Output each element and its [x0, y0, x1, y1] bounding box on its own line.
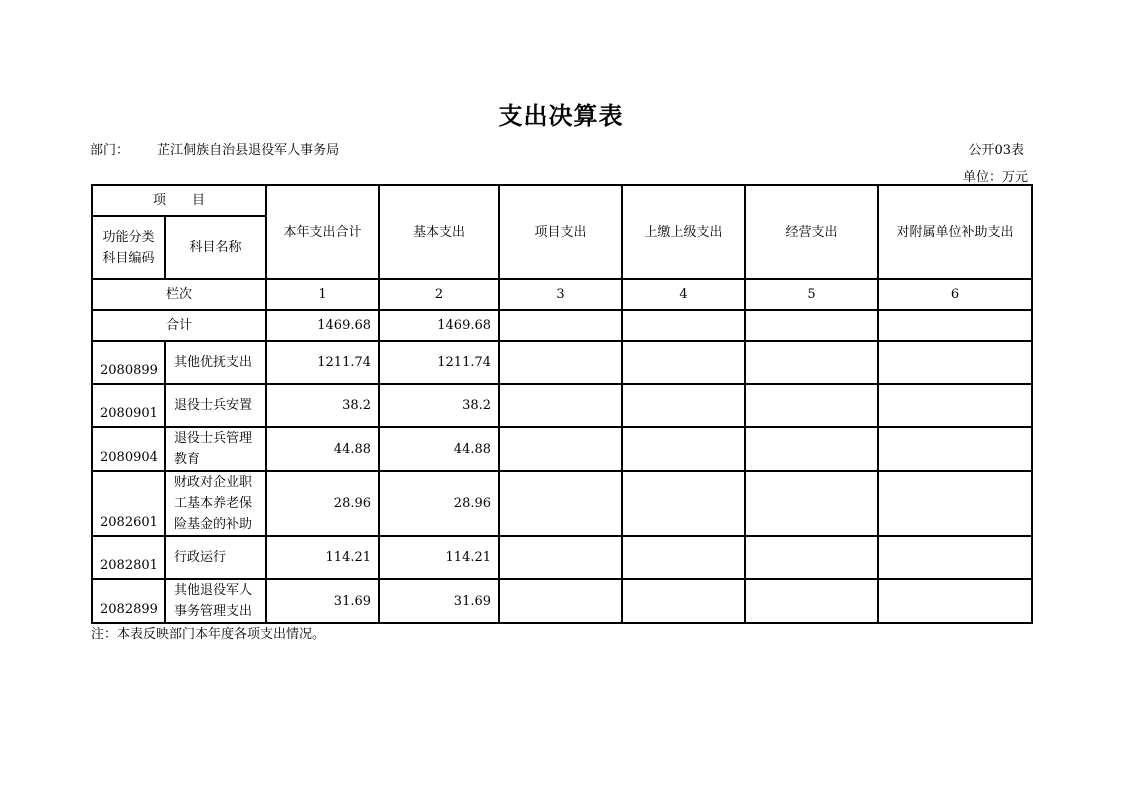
value-cell: 114.21: [379, 536, 499, 579]
value-cell: [622, 536, 745, 579]
value-cell: 1211.74: [266, 341, 379, 384]
total-value: [499, 310, 622, 341]
value-cell: [622, 579, 745, 623]
total-value: [878, 310, 1032, 341]
col-index: 1: [266, 279, 379, 310]
value-cell: [745, 579, 878, 623]
total-row: [92, 310, 1032, 341]
col-index: 3: [499, 279, 622, 310]
value-cell: [878, 579, 1032, 623]
col-index: 5: [745, 279, 878, 310]
value-cell: [878, 427, 1032, 471]
value-cell: [622, 384, 745, 427]
total-value: 1469.68: [379, 310, 499, 341]
report-title: 支出决算表: [498, 102, 624, 130]
table-row: [92, 384, 1032, 427]
header-col-total: 本年支出合计: [266, 185, 379, 279]
form-number: 公开03表: [968, 143, 1024, 158]
table-row: [92, 579, 1032, 623]
table-row: [92, 427, 1032, 471]
col-index: 6: [878, 279, 1032, 310]
col-index: 2: [379, 279, 499, 310]
table-row: [92, 536, 1032, 579]
total-value: 1469.68: [266, 310, 379, 341]
func-code: 2080899: [92, 341, 165, 384]
value-cell: [745, 341, 878, 384]
department-label: 部门：: [90, 143, 130, 158]
header-col-operating: 经营支出: [745, 185, 878, 279]
header-row-1: [92, 185, 1032, 216]
func-code: 2080901: [92, 384, 165, 427]
value-cell: [622, 341, 745, 384]
value-cell: 44.88: [379, 427, 499, 471]
total-value: [745, 310, 878, 341]
value-cell: 28.96: [266, 471, 379, 536]
total-value: [622, 310, 745, 341]
value-cell: [499, 341, 622, 384]
subject-name: 其他退役军人事务管理支出: [165, 579, 266, 623]
func-code: 2082899: [92, 579, 165, 623]
value-cell: 1211.74: [379, 341, 499, 384]
value-cell: 31.69: [379, 579, 499, 623]
value-cell: 44.88: [266, 427, 379, 471]
header-subject-name: 科目名称: [165, 216, 266, 279]
value-cell: [622, 471, 745, 536]
expenditure-table: [91, 184, 1033, 624]
header-col-remit: 上缴上级支出: [622, 185, 745, 279]
subject-name: 财政对企业职工基本养老保险基金的补助: [165, 471, 266, 536]
value-cell: 28.96: [379, 471, 499, 536]
department-line: [90, 139, 339, 158]
subject-name: 退役士兵安置: [165, 384, 266, 427]
value-cell: [499, 427, 622, 471]
func-code: 2082601: [92, 471, 165, 536]
header-col-basic: 基本支出: [379, 185, 499, 279]
value-cell: [878, 341, 1032, 384]
value-cell: 31.69: [266, 579, 379, 623]
subject-name: 行政运行: [165, 536, 266, 579]
header-col-subsidy: 对附属单位补助支出: [878, 185, 1032, 279]
value-cell: [499, 384, 622, 427]
col-index-label: 栏次: [92, 279, 266, 310]
department-name: 芷江侗族自治县退役军人事务局: [157, 143, 340, 158]
value-cell: [878, 384, 1032, 427]
value-cell: [878, 471, 1032, 536]
table-row: [92, 341, 1032, 384]
value-cell: [499, 579, 622, 623]
value-cell: [745, 536, 878, 579]
table-row: [92, 471, 1032, 536]
total-label: 合计: [92, 310, 266, 341]
func-code: 2082801: [92, 536, 165, 579]
value-cell: 114.21: [266, 536, 379, 579]
col-index-row: [92, 279, 1032, 310]
header-col-project: 项目支出: [499, 185, 622, 279]
value-cell: [622, 427, 745, 471]
value-cell: [745, 471, 878, 536]
value-cell: [499, 471, 622, 536]
unit-label: 单位：万元: [962, 170, 1028, 185]
value-cell: 38.2: [379, 384, 499, 427]
func-code: 2080904: [92, 427, 165, 471]
header-item: 项 目: [92, 185, 266, 216]
value-cell: [499, 536, 622, 579]
subject-name: 退役士兵管理教育: [165, 427, 266, 471]
header-func-code: 功能分类科目编码: [92, 216, 165, 279]
value-cell: 38.2: [266, 384, 379, 427]
value-cell: [878, 536, 1032, 579]
footnote: 注：本表反映部门本年度各项支出情况。: [91, 627, 326, 642]
subject-name: 其他优抚支出: [165, 341, 266, 384]
value-cell: [745, 427, 878, 471]
value-cell: [745, 384, 878, 427]
col-index: 4: [622, 279, 745, 310]
